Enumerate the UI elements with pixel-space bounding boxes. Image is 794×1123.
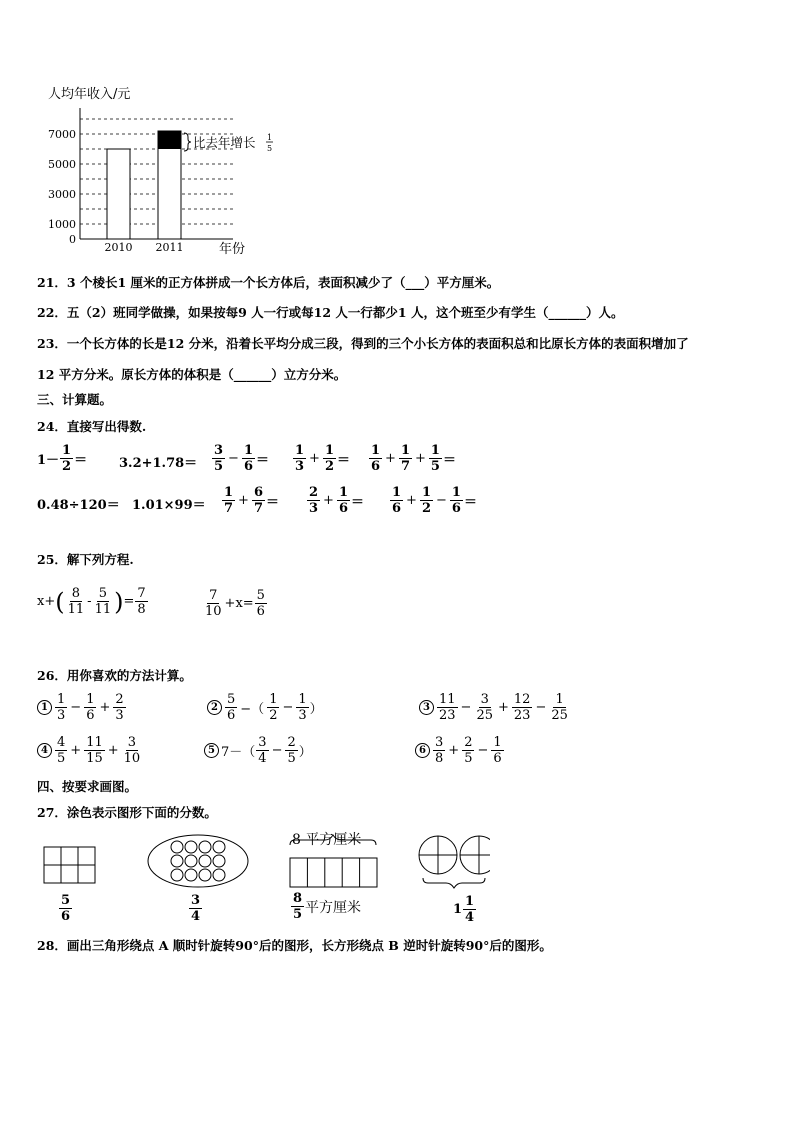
q26-expr-2: 2 $\frac{5}{6}$ −（ $\frac{1}{2}$ − $\frac{1}{3}$ ） [207,692,323,723]
small-circle [171,855,183,867]
x-axis-label: 年份 [219,242,246,257]
q27-top-label: 8 平方厘米 [292,832,362,848]
annotation-text: 比去年增长 [193,135,256,150]
q26-expr-4: 4 $\frac{4}{5}$ + $\frac{11}{15}$ + $\frac{3}{10}$ [37,735,143,766]
question-23-line2: 12 平方分米。原长方体的体积是（______）立方分米。 [37,367,347,382]
q27-frac-5-6: $\frac{5}{6}$ [61,893,71,924]
question-21: 21．3 个棱长1 厘米的正方体拼成一个长方体后，表面积减少了（___）平方厘米。 [37,275,500,290]
annotation-brace [184,133,191,151]
q24-expr-2: 3.2+1.78＝ [119,456,198,471]
q27-mixed-1-1-4: 1 $\frac{1}{4}$ [453,894,475,925]
y-tick-labels [48,128,76,246]
q26-expr-6: 6 $\frac{3}{8}$ + $\frac{2}{5}$ − $\frac{1}{6}$ [415,735,505,766]
q24-expr-6: 0.48÷120＝ [37,498,120,513]
y-tick-label: 0 [69,233,76,246]
small-circle [185,869,197,881]
two-quartered-circles [419,836,490,874]
q24-expr-4: $\frac{1}{3}$ + $\frac{1}{2}$ ＝ [295,443,351,474]
bar-increase-2011 [158,131,181,149]
small-circle [185,841,197,853]
y-tick-label: 3000 [48,188,76,201]
small-circle [213,855,225,867]
small-circle [213,841,225,853]
grid-rectangle [44,847,95,883]
section-3-heading: 三、计算题。 [37,392,113,407]
q25-equation-2: $\frac{7}{10}$ +x= $\frac{5}{6}$ [205,588,265,619]
q27-frac-3-4: $\frac{3}{4}$ [191,893,201,924]
y-tick-label: 1000 [48,218,76,231]
question-28: 28．画出三角形绕点 A 顺时针旋转90°后的图形，长方形绕点 B 逆时针旋转90°后的图形。 [37,938,552,953]
q26-expr-5: 5 7－ （ $\frac{3}{4}$ − $\frac{2}{5}$ ） [204,735,312,766]
small-circle [199,841,211,853]
annotation-frac-d: 5 [267,144,273,153]
q24-expr-7: 1.01×99＝ [132,498,206,513]
income-bar-chart [38,100,288,260]
q24-expr-3: $\frac{3}{5}$ − $\frac{1}{6}$ ＝ [214,443,270,474]
oval-with-circles [148,835,248,887]
x-tick-labels [105,241,184,254]
question-22: 22．五（2）班同学做操，如果按每9 人一行或每12 人一行都少1 人，这个班至少有学生（______）人。 [37,305,624,320]
small-circle [199,855,211,867]
bottom-brace [423,878,485,888]
q26-expr-1: 1 $\frac{1}{3}$ − $\frac{1}{6}$ + $\frac{2}{3}$ [37,692,127,723]
question-27: 27．涂色表示图形下面的分数。 [37,805,217,820]
bar-2010 [107,149,130,239]
five-part-rectangle [290,858,377,887]
q24-expr-8: $\frac{1}{7}$ + $\frac{6}{7}$ ＝ [224,485,280,516]
q27-frac-8-5: $\frac{8}{5}$ 平方厘米 [293,891,362,922]
q24-expr-5: $\frac{1}{6}$ + $\frac{1}{7}$ + $\frac{1}{5}$ ＝ [371,443,456,474]
q24-expr-10: $\frac{1}{6}$ + $\frac{1}{2}$ − $\frac{1}{6}$ ＝ [392,485,477,516]
q24-expr-9: $\frac{2}{3}$ + $\frac{1}{6}$ ＝ [309,485,365,516]
x-tick-label: 2011 [155,241,184,254]
y-tick-label: 5000 [48,158,76,171]
annotation-frac-n: 1 [267,133,273,142]
bars [107,131,181,239]
chart-ylabel: 人均年收入/元 [48,87,131,102]
question-26: 26．用你喜欢的方法计算。 [37,668,192,683]
x-tick-label: 2010 [104,241,133,254]
small-circle [171,841,183,853]
q25-equation-1: x+ ( $\frac{8}{11}$ - $\frac{5}{11}$ ) = $\frac{7}{8}$ [37,586,146,617]
q26-expr-3: 3 $\frac{11}{23}$ − $\frac{3}{25}$ + $\frac{12}{23}$ − $\frac{1}{25}$ [419,692,571,723]
small-circle [199,869,211,881]
small-circle [171,869,183,881]
question-25: 25．解下列方程. [37,552,134,567]
q24-expr-1: 1－ $\frac{1}{2}$ ＝ [37,443,88,474]
question-23-line1: 23．一个长方体的长是12 分米，沿着长平均分成三段，得到的三个小长方体的表面积总和比原长方体的表面积增加了 [37,336,689,351]
y-tick-label: 7000 [48,128,76,141]
small-circle [185,855,197,867]
section-4-heading: 四、按要求画图。 [37,779,138,794]
small-circle [213,869,225,881]
q27-figures [30,825,490,925]
circle-group [171,841,225,881]
question-24: 24．直接写出得数. [37,419,147,434]
